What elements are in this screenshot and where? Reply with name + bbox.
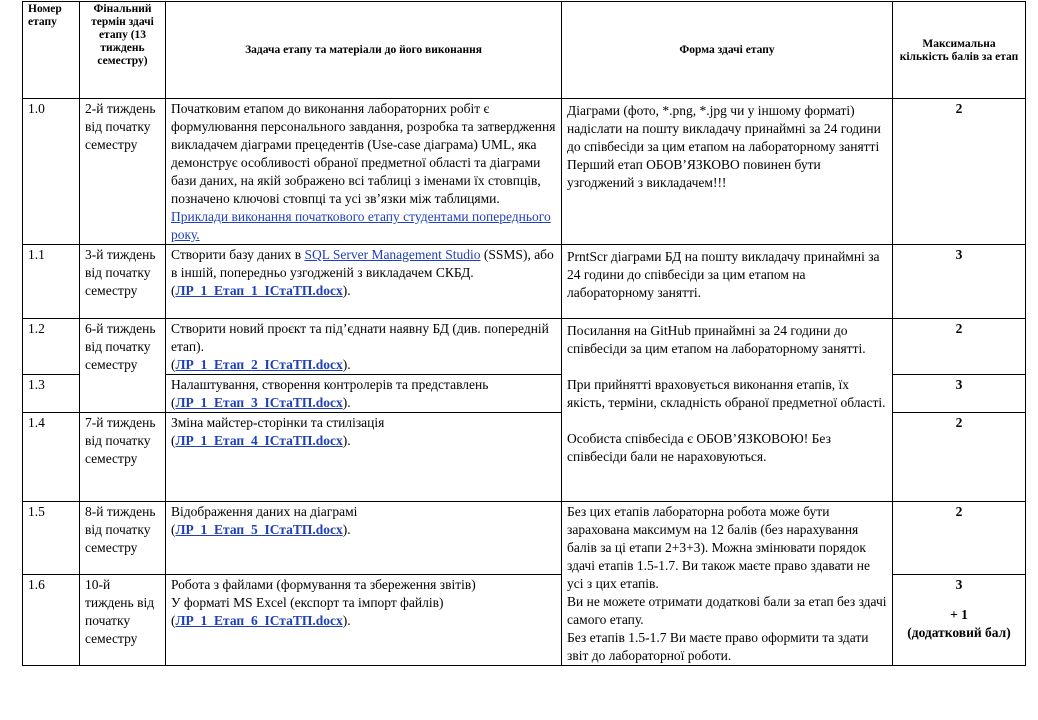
task-text: Початковим етапом до виконання лабораторних робіт є формулювання персонального завдання, розробка та затвердження викладачем діаграми прецедентів (Use-case діаграма) UML, яка демонструє особливості обраної предметної області та діаграми бази даних, на якій зображено всі таблиці з іменами їх стовпців, позначено ключові стовпці та усі зв’язки між таблицями. [171, 101, 556, 206]
header-task: Задача етапу та матеріали до його виконання [166, 2, 562, 99]
form-evaluation: При прийнятті враховується виконання етапів, їх якість, терміни, складність обраної предметної області. [567, 377, 886, 410]
stage-task: Відображення даних на діаграмі (ЛР_1_Етап_5_ІСтаТП.docx). [166, 502, 562, 575]
table-row [23, 99, 1026, 245]
task-text: Створити новий проєкт та під’єднати наявну БД (див. попередній етап). [171, 321, 549, 354]
stage-num: 1.5 [23, 502, 80, 575]
ssms-link[interactable]: SQL Server Management Studio [304, 247, 481, 262]
stage-deadline: 10-й тиждень від початку семестру [80, 575, 166, 666]
doc-link[interactable]: ЛР_1_Етап_1_ІСтаТП.docx [175, 283, 343, 298]
header-num: Номер етапу [23, 2, 80, 99]
stage-points: 3 [893, 245, 1026, 319]
stage-task: Створити новий проєкт та під’єднати наявну БД (див. попередній етап). (ЛР_1_Етап_2_ІСтаТП.docx). [166, 319, 562, 375]
stage-form: Діаграми (фото, *.png, *.jpg чи у іншому форматі) надіслати на пошту викладачу принаймні за 24 години до співбесіди за цим етапом на лабораторному занятті Перший етап ОБОВ’ЯЗКОВО повинен бути узгоджений з викладачем!!! [562, 99, 893, 245]
stage-points: 2 [893, 502, 1026, 575]
points-extra: + 1 [950, 607, 968, 623]
form-interview: Особиста співбесіда є ОБОВ’ЯЗКОВОЮ! Без співбесіди бали не нараховуються. [567, 431, 831, 464]
task-text: Налаштування, створення контролерів та представлень [171, 377, 489, 392]
table-row [23, 245, 1026, 319]
stages-table [22, 1, 1026, 666]
stage-task: Зміна майстер-сторінки та стилізація (ЛР_1_Етап_4_ІСтаТП.docx). [166, 413, 562, 502]
task-text: Відображення даних на діаграмі [171, 504, 358, 519]
stage-points: 3 [893, 375, 1026, 413]
stage-task: Створити базу даних в SQL Server Management Studio (SSMS), або в іншій, попередньо узгодженій з викладачем СКБД. (ЛР_1_Етап_1_ІСтаТП.docx). [166, 245, 562, 319]
doc-link[interactable]: ЛР_1_Етап_2_ІСтаТП.docx [175, 357, 343, 372]
stage-num: 1.3 [23, 375, 80, 413]
stage-task: Робота з файлами (формування та збереження звітів) У форматі MS Excel (експорт та імпорт файлів) (ЛР_1_Етап_6_ІСтаТП.docx). [166, 575, 562, 666]
stage-num: 1.6 [23, 575, 80, 666]
stage-deadline: 7-й тиждень від початку семестру [80, 413, 166, 502]
task-text-pre: Створити базу даних в [171, 247, 305, 262]
doc-link[interactable]: ЛР_1_Етап_6_ІСтаТП.docx [175, 613, 343, 629]
stage-form: Без цих етапів лабораторна робота може бути зарахована максимум на 12 балів (без нарахування балів за ці етапи 2+3+3). Можна змінювати порядок здачі етапів 1.5-1.7. Ви також маєте право здавати не усі з цих етапів. Ви не можете отримати додаткові бали за етап без здачі самого етапу. Без етапів 1.5-1.7 Ви маєте право оформити та здати звіт до лабораторної роботи. [562, 502, 893, 666]
header-form: Форма здачі етапу [562, 2, 893, 99]
stage-deadline: 8-й тиждень від початку семестру [80, 502, 166, 575]
stage-num: 1.0 [23, 99, 80, 245]
stage-points [893, 575, 1026, 666]
stage-task: Налаштування, створення контролерів та представлень (ЛР_1_Етап_3_ІСтаТП.docx). [166, 375, 562, 413]
form-github: Посилання на GitHub принаймні за 24 години до співбесіди за цим етапом на лабораторному занятті. [567, 323, 866, 356]
stage-form [562, 319, 893, 502]
stage-form: PrntScr діаграми БД на пошту викладачу принаймні за 24 години до співбесіди за цим етапом на лабораторному занятті. [562, 245, 893, 319]
table-row [23, 319, 1026, 375]
doc-link[interactable]: ЛР_1_Етап_4_ІСтаТП.docx [175, 433, 343, 448]
stage-points: 2 [893, 319, 1026, 375]
stage-deadline: 6-й тиждень від початку семестру [80, 319, 166, 413]
doc-link[interactable]: ЛР_1_Етап_5_ІСтаТП.docx [175, 522, 343, 537]
stage-deadline: 3-й тиждень від початку семестру [80, 245, 166, 319]
stage-num: 1.4 [23, 413, 80, 502]
task-text-post: (SSMS), або в іншій, попередньо узгодженій з викладачем СКБД. [171, 247, 554, 280]
stage-num: 1.2 [23, 319, 80, 375]
header-deadline: Фінальний термін здачі етапу (13 тиждень семестру) [80, 2, 166, 99]
points-extra-note: (додатковий бал) [907, 625, 1011, 641]
stage-task [166, 99, 562, 245]
stage-deadline: 2-й тиждень від початку семестру [80, 99, 166, 245]
task-text: Робота з файлами (формування та збереження звітів) У форматі MS Excel (експорт та імпорт файлів) [171, 577, 476, 611]
points-value: 3 [955, 577, 963, 593]
stage-points: 2 [893, 413, 1026, 502]
table-row [23, 502, 1026, 575]
task-example-link[interactable]: Приклади виконання початкового етапу студентами попереднього року. [171, 209, 551, 242]
task-text: Зміна майстер-сторінки та стилізація [171, 415, 385, 430]
stage-num: 1.1 [23, 245, 80, 319]
stage-points: 2 [893, 99, 1026, 245]
header-row [23, 2, 1026, 99]
doc-link[interactable]: ЛР_1_Етап_3_ІСтаТП.docx [175, 395, 343, 410]
header-points: Максимальна кількість балів за етап [893, 2, 1026, 99]
